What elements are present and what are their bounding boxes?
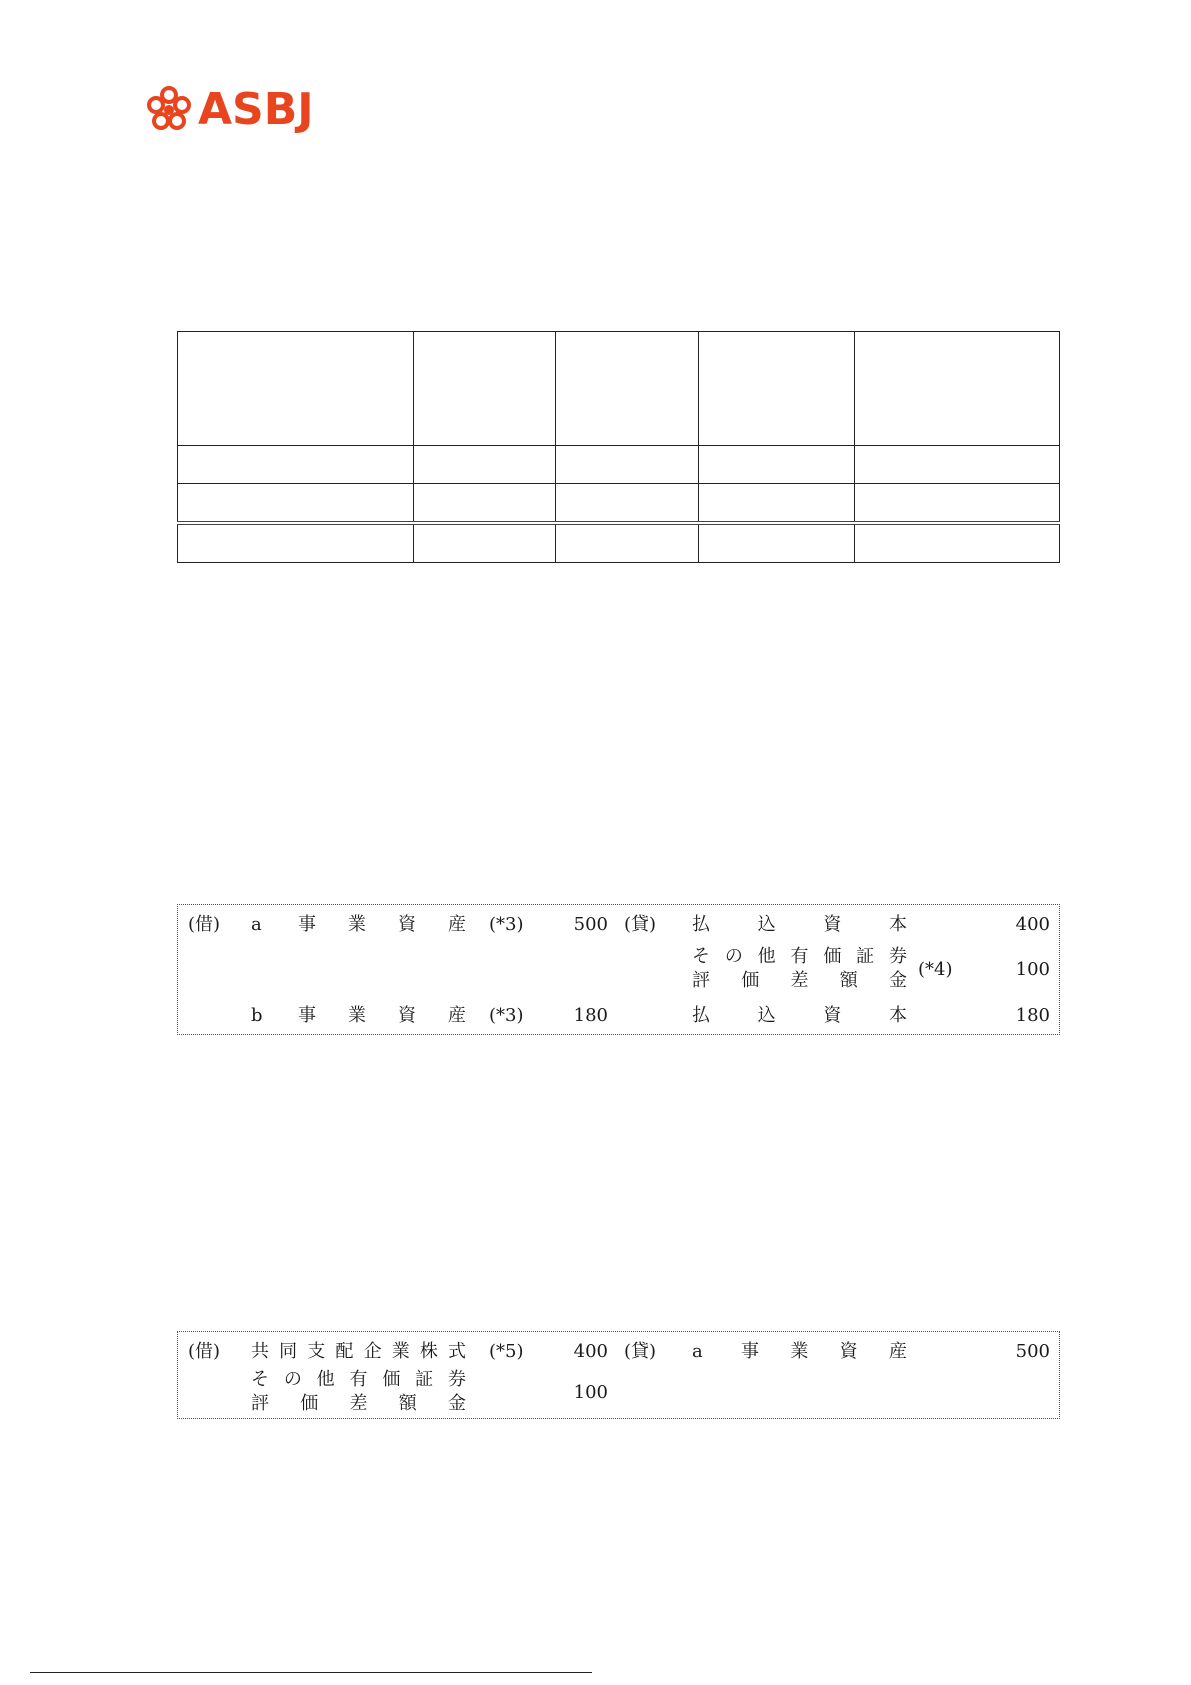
table-cell [556,523,699,563]
table-cell [699,484,855,524]
debit-amount: 400 [573,1341,608,1362]
debit-account: 事 業 資 産 [298,914,466,935]
journal-row [178,1001,1059,1031]
debit-letter: a [251,914,262,935]
journal-row [178,1368,1059,1418]
debit-amount: 100 [573,1382,608,1403]
journal-entry-2 [177,1331,1060,1419]
debit-account: 事 業 資 産 [298,1005,466,1026]
table-cell [414,332,556,446]
credit-account: 払 込 資 本 [692,1005,907,1026]
debit-amount: 500 [573,914,608,935]
plum-blossom-icon [144,84,194,136]
credit-account: 事 業 資 産 [741,1341,907,1362]
journal-row [178,1337,1059,1367]
table-cell [855,446,1060,484]
table-cell [556,446,699,484]
debit-amount: 180 [573,1005,608,1026]
brand-name: ASBJ [198,84,314,135]
table-cell [855,332,1060,446]
credit-letter: a [692,1341,703,1362]
credit-account-line2: 評 価 差 額 金 [692,970,907,991]
table-cell [699,446,855,484]
credit-amount: 100 [1015,959,1050,980]
debit-account-line1: そ の 他 有 価 証 券 [251,1369,466,1390]
debit-mark: (借) [188,1341,221,1362]
debit-account-line2: 評 価 差 額 金 [251,1393,466,1414]
debit-note: (*3) [489,1005,524,1026]
footnote-separator [30,1672,592,1673]
journal-entry-1 [177,904,1060,1035]
credit-note: (*4) [918,959,953,980]
journal-row [178,945,1059,995]
credit-amount: 500 [1015,1341,1050,1362]
journal-row [178,910,1059,940]
table-cell [178,484,414,524]
table-cell [699,332,855,446]
debit-note: (*3) [489,914,524,935]
table-cell [556,332,699,446]
credit-account-line1: そ の 他 有 価 証 券 [692,946,907,967]
table-header-row [178,332,1060,446]
table-row [178,484,1060,524]
table-cell [178,332,414,446]
table-cell [414,446,556,484]
table-cell [855,484,1060,524]
credit-account: 払 込 資 本 [692,914,907,935]
table-row [178,446,1060,484]
table-total-row [178,523,1060,563]
debit-letter: b [251,1005,263,1026]
table-cell [855,523,1060,563]
table-cell [414,484,556,524]
debit-account: 共 同 支 配 企 業 株 式 [251,1341,466,1362]
credit-mark: (貸) [624,914,657,935]
table-cell [178,523,414,563]
table-cell [699,523,855,563]
summary-table [177,331,1060,563]
credit-mark: (貸) [624,1341,657,1362]
credit-amount: 180 [1015,1005,1050,1026]
table-cell [414,523,556,563]
table-cell [556,484,699,524]
table-cell [178,446,414,484]
debit-mark: (借) [188,914,221,935]
debit-note: (*5) [489,1341,524,1362]
credit-amount: 400 [1015,914,1050,935]
asbj-logo [144,84,314,136]
